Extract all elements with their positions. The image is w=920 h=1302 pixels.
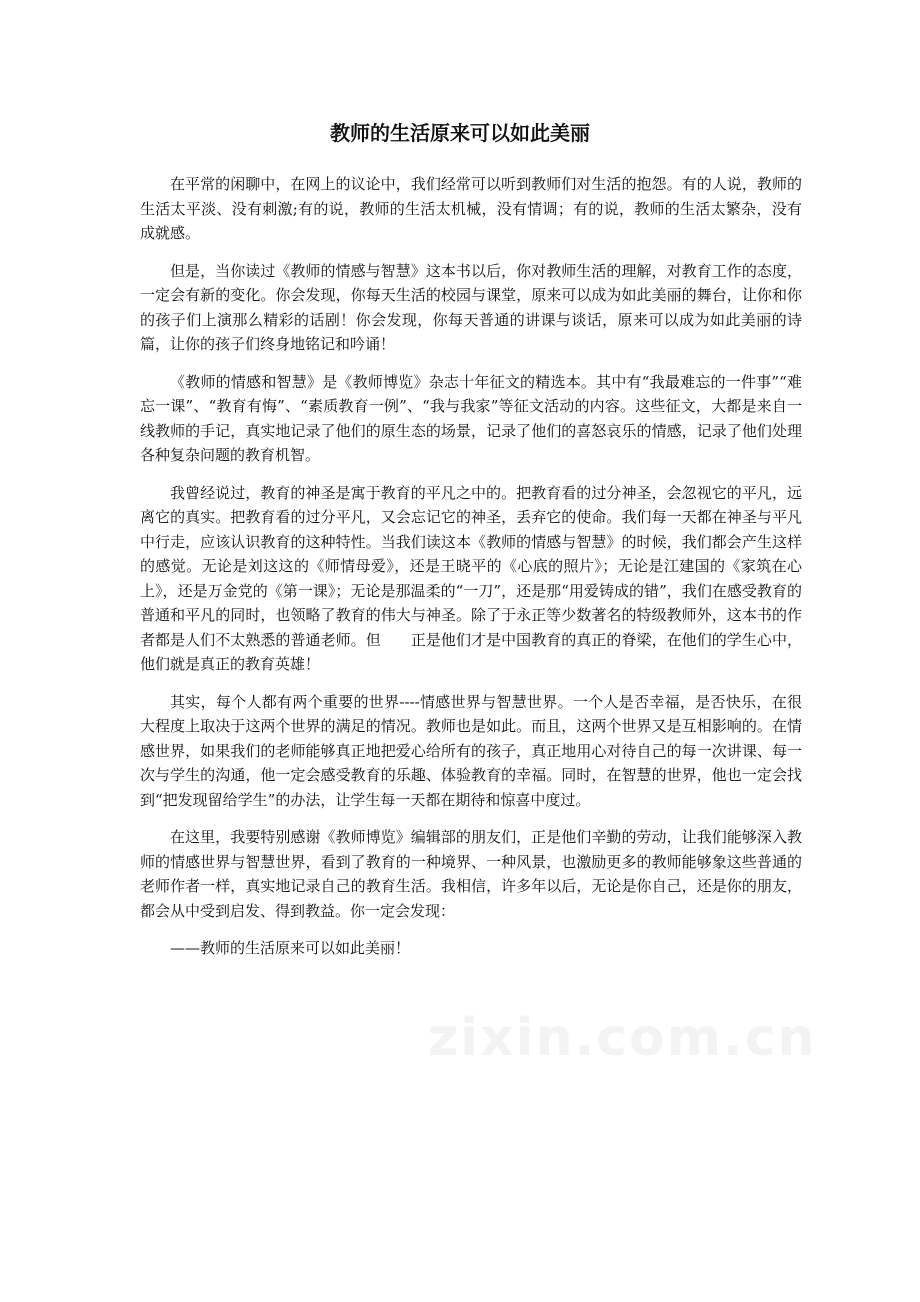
paragraph-1: 在平常的闲聊中，在网上的议论中，我们经常可以听到教师们对生活的抱怨。有的人说，教师的生活太平淡、没有刺激;有的说，教师的生活太机械，没有情调；有的说，教师的生活太繁杂，没有成就感。 (140, 175, 802, 242)
paragraph-4: 我曾经说过，教育的神圣是寓于教育的平凡之中的。把教育看的过分神圣，会忽视它的平凡，远离它的真实。把教育看的过分平凡，又会忘记它的神圣，丢弃它的使命。我们每一天都在神圣与平凡中行走，应该认识教育的这种特性。当我们读这本《教师的情感与智慧》的时候，我们都会产生这样的感觉。无论是刘这这的《师情母爱》，还是王晓平的《心底的照片》；无论是江建国的《家筑在心上》，还是万金党的《第一课》；无论是那温柔的“一刀”，还是那“用爱铸成的错”，我们在感受教育的普通和平凡的同时，也领略了教育的伟大与神圣。除了于永正等少数著名的特级教师外，这本书的作者都是人们不太熟悉的普通老师。但 正是他们才是中国教育的真正的脊梁，在他们的学生心中，他们就是真正的教育英雄！ (140, 483, 802, 673)
watermark: zixin.com.cn (428, 1008, 817, 1068)
paragraph-5: 其实，每个人都有两个重要的世界----情感世界与智慧世界。一个人是否幸福，是否快乐，在很大程度上取决于这两个世界的满足的情况。教师也是如此。而且，这两个世界又是互相影响的。在情感世界，如果我们的老师能够真正地把爱心给所有的孩子，真正地用心对待自己的每一次讲课、每一次与学生的沟通，他一定会感受教育的乐趣、体验教育的幸福。同时，在智慧的世界，他也一定会找到“把发现留给学生”的办法，让学生每一天都在期待和惊喜中度过。 (140, 692, 802, 809)
document-body (140, 172, 802, 974)
paragraph-3: 《教师的情感和智慧》是《教师博览》杂志十年征文的精选本。其中有“我最难忘的一件事”“难忘一课”、“教育有悔”、“素质教育一例”、“我与我家”等征文活动的内容。这些征文，大都是来自一线教师的手记，真实地记录了他们的原生态的场景，记录了他们的喜怒哀乐的情感，记录了他们处理各种复杂问题的教育机智。 (140, 372, 802, 464)
document-title: 教师的生活原来可以如此美丽 (330, 121, 590, 145)
closing-line: ——教师的生活原来可以如此美丽！ (170, 939, 411, 957)
paragraph-6: 在这里，我要特别感谢《教师博览》编辑部的朋友们，正是他们辛勤的劳动，让我们能够深入教师的情感世界与智慧世界，看到了教育的一种境界、一种风景，也激励更多的教师能够象这些普通的老师作者一样，真实地记录自己的教育生活。我相信，许多年以后，无论是你自己，还是你的朋友，都会从中受到启发、得到教益。你一定会发现： (140, 828, 802, 920)
paragraph-2: 但是，当你读过《教师的情感与智慧》这本书以后，你对教师生活的理解，对教育工作的态度，一定会有新的变化。你会发现，你每天生活的校园与课堂，原来可以成为如此美丽的舞台，让你和你的孩子们上演那么精彩的话剧！你会发现，你每天普通的讲课与谈话，原来可以成为如此美丽的诗篇，让你的孩子们终身地铭记和吟诵！ (140, 261, 802, 353)
